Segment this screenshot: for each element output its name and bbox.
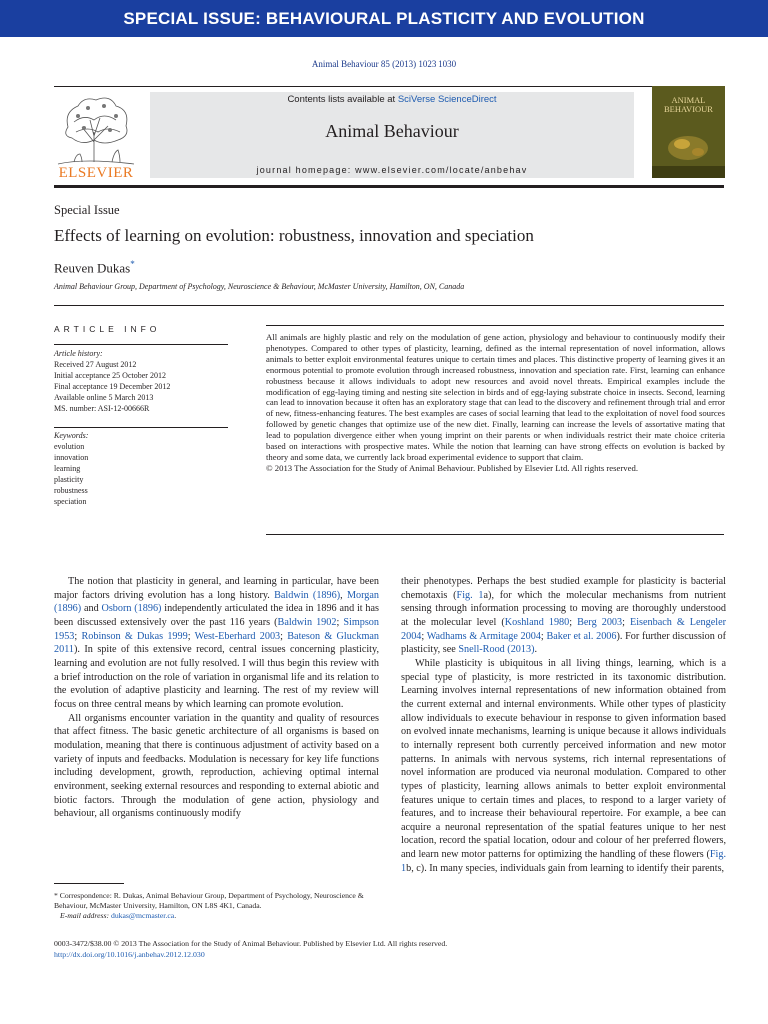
abstract-text: All animals are highly plastic and rely on the modulation of gene action, physiology and behaviour to continuously modify their phenotypes. Compared to other types of plasticity, learning, defined as the internal representation of novel information, allows animals to better exploit environmental features unique to certain times and places. This distinctive property of learning gives it an enormous potential to promote evolution through increased robustness, innovation and speciation rate. First, learning can enhance robustness because it allows individuals to adopt new resources and avoid novel threats. Empirical examples include the modification of egg-laying timing and nesting site selection in birds and of egg-laying substrate choice in insects. Second, learning can lead to innovation because it often has an exploratory stage that can lead to the discovery and refinement through trial and error of new, fitness-enhancing features. The best examples are cases of social learning that lead to the exploitation of novel food sources followed by genetic changes that optimize use of the new diet. Finally, learning can increase the levels of assortative mating that lead to population divergence either when young imprint on their parents or when individuals restrict their mate choice criteria based on interactions with prospective mates. While the notion that learning can have strong effects on evolution is backed by theory and some data, we currently lack broad experimental evidence to support that claim.	[266, 332, 725, 462]
text-run: ;	[569, 616, 578, 628]
keyword: innovation	[54, 453, 89, 462]
article-info-rule	[54, 344, 228, 345]
history-received: Received 27 August 2012	[54, 360, 137, 369]
text-run: ;	[336, 616, 344, 628]
citation-link[interactable]: Animal Behaviour 85 (2013) 1023 1030	[311, 59, 457, 69]
special-issue-banner: SPECIAL ISSUE: BEHAVIOURAL PLASTICITY AND EVOLUTION	[0, 0, 768, 37]
body-paragraph: All organisms encounter variation in the quantity and quality of resources that affect fitness. The basic genetic architecture of all organisms is based on modulation, meaning that there is continuous adjustment of activity based on a variety of inputs and feedbacks. Modulation is necessary for key life functions including development, growth, reproduction, achieving optimal internal environment, seeking external resources and responding to external abiotic and biotic factors. Through the modulation of gene action, physiology and behaviour, all organisms continuously modify	[54, 712, 379, 820]
history-final-acceptance: Final acceptance 19 December 2012	[54, 382, 171, 391]
sciencedirect-link[interactable]: SciVerse ScienceDirect	[397, 94, 497, 105]
header-bottom-rule	[54, 185, 724, 188]
cover-title-line2: BEHAVIOUR	[664, 104, 713, 114]
issn-block	[54, 938, 654, 960]
title-block-rule	[54, 305, 724, 306]
author-footnote-mark[interactable]: *	[130, 259, 135, 269]
keyword: robustness	[54, 486, 88, 495]
abstract-top-rule	[266, 325, 724, 326]
text-run: and	[81, 603, 102, 615]
article-title: Effects of learning on evolution: robustness, innovation and speciation	[54, 226, 534, 245]
journal-cover-image	[652, 86, 725, 178]
history-initial-acceptance: Initial acceptance 25 October 2012	[54, 371, 166, 380]
reference-link[interactable]: Wadhams & Armitage 2004	[426, 630, 541, 642]
reference-link[interactable]: Berg 2003	[577, 616, 623, 628]
keywords-list	[54, 430, 234, 507]
reference-link[interactable]: Baldwin 1902	[277, 616, 337, 628]
text-run: ;	[187, 630, 195, 642]
keywords-rule	[54, 427, 228, 428]
text-run: ). In spite of this extensive record, central issues concerning plasticity, learning and evolution are not fully resolved. I will thus begin this review with a brief introduction on the role of variation in organismal life and its relation to the evolution of adaptive plasticity and learning. The rest of my review will focus on three central means by which learning can promote evolution.	[54, 644, 379, 710]
reference-link[interactable]: Baker et al. 2006	[546, 630, 617, 642]
reference-link[interactable]: Simpson 1953	[54, 616, 379, 642]
history-available-online: Available online 5 March 2013	[54, 393, 154, 402]
doi-link[interactable]: http://dx.doi.org/10.1016/j.anbehav.2012.12.030	[54, 950, 205, 959]
author-line	[54, 259, 135, 276]
abstract-copyright: © 2013 The Association for the Study of Animal Behaviour. Published by Elsevier Ltd. All rights reserved.	[266, 462, 638, 473]
journal-homepage[interactable]: journal homepage: www.elsevier.com/locate/anbehav	[256, 165, 528, 175]
text-run: b, c). In many species, individuals gain from learning to identify their parents,	[406, 862, 725, 874]
keyword: learning	[54, 464, 81, 473]
text-run: ;	[540, 630, 547, 642]
header-top-rule	[54, 86, 724, 87]
text-run: ;	[622, 616, 630, 628]
footnote-text	[54, 891, 384, 911]
body-paragraph	[401, 657, 726, 876]
contents-prefix: Contents lists available at	[287, 94, 398, 105]
keywords-label: Keywords:	[54, 431, 89, 440]
article-history	[54, 348, 234, 414]
figure-link[interactable]: Fig. 1	[456, 589, 484, 601]
body-column-right	[401, 575, 726, 875]
body-column-left	[54, 575, 379, 821]
author-name[interactable]: Reuven Dukas	[54, 260, 131, 276]
text-run: ). For further discussion of plasticity, see	[401, 630, 726, 656]
reference-link[interactable]: West-Eberhard 2003	[194, 630, 281, 642]
reference-link[interactable]: Eisenbach & Lengeler 2004	[401, 616, 726, 642]
correspondence-footnote	[54, 891, 384, 921]
footnote-body: Correspondence: R. Dukas, Animal Behaviour Group, Department of Psychology, Neuroscience & Behaviour, McMaster University, Hamilton, ON L8S 4K1, Canada.	[54, 891, 364, 910]
reference-link[interactable]: Bateson & Gluckman 2011	[54, 630, 379, 656]
abstract-bottom-rule	[266, 534, 724, 535]
history-label: Article history:	[54, 349, 103, 358]
text-run: .	[174, 911, 177, 920]
reference-link[interactable]: Snell-Rood (2013)	[458, 644, 535, 656]
contents-line	[150, 94, 634, 105]
text-run: ;	[280, 630, 288, 642]
keyword: speciation	[54, 497, 87, 506]
footnote-email	[54, 911, 384, 921]
email-link[interactable]: dukas@mcmaster.ca	[110, 911, 175, 920]
cover-art-icon	[652, 86, 725, 178]
cover-title-line1: ANIMAL	[671, 95, 706, 105]
history-ms-number: MS. number: ASI-12-00666R	[54, 404, 150, 413]
reference-link[interactable]: Koshland 1980	[504, 616, 570, 628]
reference-link[interactable]: Osborn (1896)	[101, 603, 162, 615]
elsevier-wordmark: ELSEVIER	[58, 165, 134, 181]
author-affiliation: Animal Behaviour Group, Department of Psychology, Neuroscience & Behaviour, McMaster University, Hamilton, ON, Canada	[54, 282, 465, 291]
article-info-heading: ARTICLE INFO	[54, 324, 161, 334]
reference-link[interactable]: Robinson & Dukas 1999	[81, 630, 188, 642]
email-label: E-mail address:	[60, 911, 111, 920]
text-run: ;	[421, 630, 427, 642]
text-run: The notion that plasticity in general, and learning in particular, have been major factors driving evolution has a long history.	[54, 576, 379, 601]
text-run: a), for which the molecular mechanisms from nutrient sensing through information processing to moving are thoroughly understood at the molecular level (	[401, 589, 727, 628]
body-paragraph	[401, 575, 726, 657]
issn-copyright: 0003-3472/$38.00 © 2013 The Association for the Study of Animal Behaviour. Published by Elsevier Ltd. All rights reserved.	[54, 939, 448, 948]
text-run: their phenotypes. Perhaps the best studied example for plasticity is bacterial chemotaxis (	[401, 576, 726, 601]
text-run: independently articulated the idea in 1896 and it has been discussed extensively over the past 116 years (	[54, 603, 380, 628]
article-category: Special Issue	[54, 203, 120, 217]
reference-link[interactable]: Morgan (1896)	[54, 589, 380, 615]
text-run: .	[534, 644, 538, 656]
text-run: ,	[340, 589, 347, 601]
figure-link[interactable]: Fig. 1	[401, 849, 726, 874]
text-run: While plasticity is ubiquitous in all living things, learning, which is a special type of plasticity, is more restricted in its taxonomic distribution. Learning involves internal representations of new information obtained from the current external and internal environments. While other types of plasticity allow individuals to execute behaviour in response to given information based on evolved innate mechanisms, learning is unique because it allows individuals to internally represent both currently perceived information and new motor patterns. In animals with nervous systems, rich internal representations of novel information are produced via neuronal modulation. Compared to other types of plasticity, learning allows animals to better exploit environmental features unique to certain times and places, to respond to a larger variety of features, and to increase their behavioural repertoire. For example, a bee can acquire a neuronal representation of the spatial features unique to her nest location, record the spatial location, odour and colour of her preferred flowers, and learn new motor patterns for optimizing the handling of these flowers (	[401, 657, 726, 861]
text-run: ;	[74, 630, 82, 642]
footnote-rule	[54, 883, 124, 884]
journal-title: Animal Behaviour	[325, 121, 459, 141]
abstract	[266, 332, 725, 474]
keyword: evolution	[54, 442, 85, 451]
reference-link[interactable]: Baldwin (1896)	[274, 589, 341, 601]
body-paragraph	[54, 575, 379, 712]
keyword: plasticity	[54, 475, 84, 484]
footnote-mark: *	[54, 891, 58, 900]
